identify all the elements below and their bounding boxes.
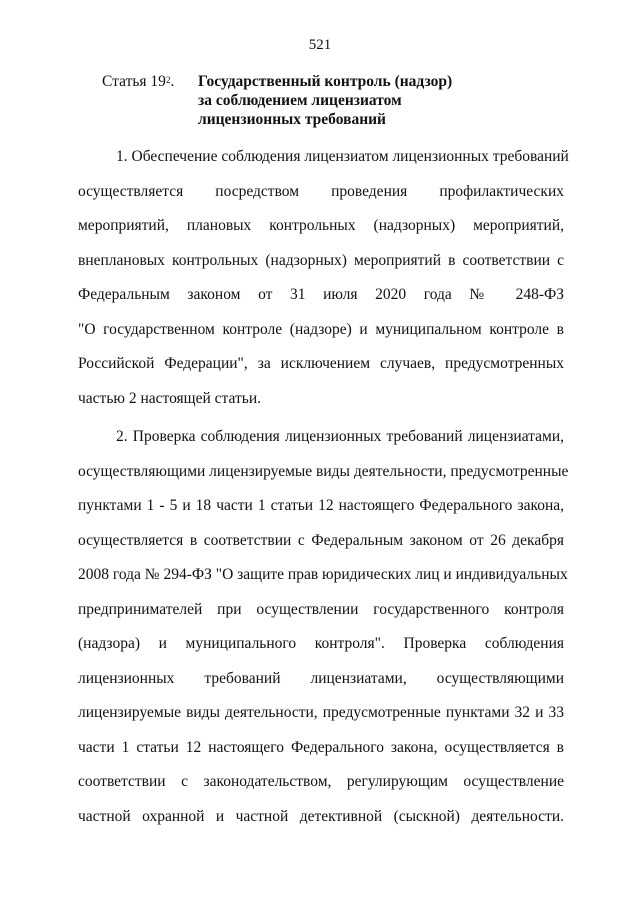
paragraph-line: осуществляется посредством проведения профилактических	[78, 182, 564, 200]
paragraph-line: лицензионных требований лицензиатами, осуществляющими	[78, 669, 564, 687]
paragraph-line: осуществляющими лицензируемые виды деятельности, предусмотренные	[78, 462, 569, 480]
paragraph-line: лицензируемые виды деятельности, предусмотренные пунктами 32 и 33	[78, 704, 564, 721]
paragraph-line: мероприятий, плановых контрольных (надзорных) мероприятий,	[78, 217, 564, 234]
paragraph-line: Федеральным законом от 31 июля 2020 года № 248-ФЗ	[78, 286, 564, 303]
paragraph-line: 2. Проверка соблюдения лицензионных требований лицензиатами,	[116, 428, 564, 445]
paragraph-line: (надзора) и муниципального контроля". Проверка соблюдения	[78, 635, 564, 652]
article-label-superscript: 2	[165, 75, 171, 85]
article-label	[102, 72, 174, 91]
article-title-line: лицензионных требований	[198, 111, 386, 128]
paragraph-line: предпринимателей при осуществлении государственного контроля	[78, 600, 564, 618]
article-title-line: за соблюдением лицензиатом	[198, 92, 402, 109]
paragraph-line: 2008 года № 294-ФЗ "О защите прав юридических лиц и индивидуальных	[78, 566, 568, 583]
paragraph-line: осуществляется в соответствии с Федеральным законом от 26 декабря	[78, 531, 564, 549]
paragraph-line: "О государственном контроле (надзоре) и муниципальном контроле в	[78, 320, 564, 338]
page-number: 521	[308, 37, 332, 53]
paragraph-line: частной охранной и частной детективной (сыскной) деятельности.	[78, 807, 564, 825]
paragraph-line: Российской Федерации", за исключением случаев, предусмотренных	[78, 355, 564, 372]
article-body	[78, 140, 569, 834]
paragraph-line: 1. Обеспечение соблюдения лицензиатом лицензионных требований	[116, 148, 569, 165]
article-label-suffix: .	[170, 73, 175, 90]
paragraph-1	[78, 140, 569, 416]
article-title-line: Государственный контроль (надзор)	[198, 73, 453, 90]
paragraph-2	[78, 420, 569, 834]
paragraph-line: внеплановых контрольных (надзорных) мероприятий в соответствии с	[78, 251, 564, 269]
article-label-text: Статья 19	[102, 73, 166, 90]
paragraph-line: пунктами 1 - 5 и 18 части 1 статьи 12 настоящего Федерального закона,	[78, 497, 564, 514]
article-title	[198, 72, 518, 129]
paragraph-line: соответствии с законодательством, регулирующим осуществление	[78, 773, 564, 790]
paragraph-line: частью 2 настоящей статьи.	[78, 389, 262, 407]
paragraph-line: части 1 статьи 12 настоящего Федерального закона, осуществляется в	[78, 738, 564, 756]
